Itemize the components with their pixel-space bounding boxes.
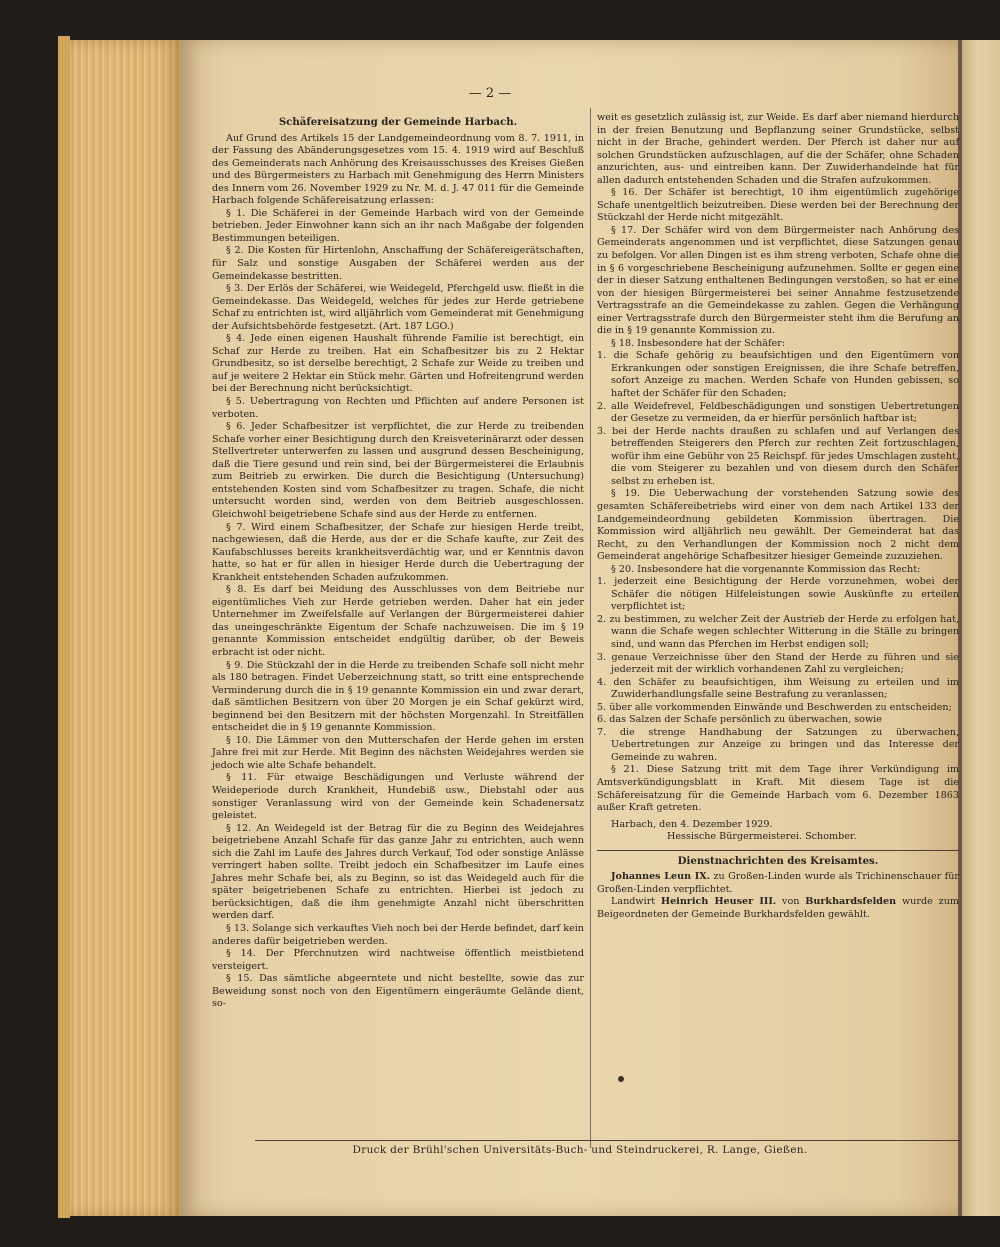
list-item-s20-5: 5. über alle vorkommenden Einwände und Beschwerden zu entscheiden; xyxy=(597,701,952,713)
paragraph-s15-continued: weit es gesetzlich zulässig ist, zur Weide. Es darf aber niemand hierdurch in der freien Benutzung und Bepflanzung seiner Grundstücke, selbst nicht in der Brache, gehindert werden. Der Pferch ist daher nur auf solchen Grundstücken aufzuschlagen, auf die der Schäfer, ohne Schaden anzurichten, aus- und eintreiben kann. Der Zuwiderhandelnde hat für allen dadurch entstehenden Schaden und die Strafen aufzukommen. xyxy=(597,112,959,186)
notice-2 xyxy=(597,896,959,921)
paragraph-s14: § 14. Der Pferchnutzen wird nachtweise öffentlich meistbietend versteigert. xyxy=(212,948,584,972)
paragraph-s19: § 19. Die Ueberwachung der vorstehenden Satzung sowie des gesamten Schäfereibetriebs wird einer von dem nach Artikel 133 der Landgemeindeordnung gebildeten Kommission übertragen. Die Kommission wird alljährlich neu gewählt. Der Gemeinderat hat das Recht, zu den Verhandlungen der Kommission noch 2 nicht dem Gemeinderat angehörige Schafbesitzer hiesiger Gemeinde zuzuziehen. xyxy=(597,488,959,563)
paragraph-s16: § 16. Der Schäfer ist berechtigt, 10 ihm eigentümlich zugehörige Schafe unentgeltlich beizutreiben. Diese werden bei der Berechnung der Stückzahl der Herde nicht mitgezählt. xyxy=(597,187,959,224)
paragraph-s9: § 9. Die Stückzahl der in die Herde zu treibenden Schafe soll nicht mehr als 180 betragen. Findet Ueberzeichnung statt, so tritt eine entsprechende Verminderung durch die in § 19 genannte Kommission ein und zwar derart, daß sämtlichen Besitzern von über 20 Morgen je ein Schaf gekürzt wird, beginnend bei den Besitzern mit der höchsten Morgenzahl. In Streitfällen entscheidet die in § 19 genannte Kommission. xyxy=(212,659,584,734)
page-stack-edge xyxy=(70,40,180,1216)
notice-2-prefix: Landwirt xyxy=(611,896,656,908)
paragraph-s13: § 13. Solange sich verkauftes Vieh noch bei der Herde befindet, darf kein anderes dafür beigetrieben werden. xyxy=(212,923,584,947)
paragraph-s3: § 3. Der Erlös der Schäferei, wie Weidegeld, Pferchgeld usw. fließt in die Gemeindekasse. Das Weidegeld, welches für jedes zur Herde getriebene Schaf zu entrichten ist, wird alljährlich vom Gemeinderat mit Genehmigung der Aufsichtsbehörde festgesetzt. (Art. 187 LGO.) xyxy=(212,283,584,332)
list-item-s18-1: 1. die Schafe gehörig zu beaufsichtigen und den Eigentümern von Erkrankungen oder sonstigen Ereignissen, die ihre Schafe betreffen, sofort Anzeige zu machen. Werden Schafe von Hunden gebissen, so haftet der Schäfer für den Schaden; xyxy=(597,350,959,400)
paragraph-s10: § 10. Die Lämmer von den Mutterschafen der Herde gehen im ersten Jahre frei mit zur Herde. Mit Beginn des nächsten Weidejahres werden sie jedoch wie alte Schafe behandelt. xyxy=(212,734,584,771)
list-item-s20-6: 6. das Salzen der Schafe persönlich zu überwachen, sowie xyxy=(597,714,882,726)
notice-2-mid: von xyxy=(782,896,800,908)
paragraph-s6: § 6. Jeder Schafbesitzer ist verpflichtet, die zur Herde zu treibenden Schafe vorher einer Besichtigung durch den Kreisveterinärarzt oder dessen Stellvertreter unterwerfen zu lassen und ausgrund dessen Bescheinigung, daß die Tiere gesund und rein sind, bei der Bürgermeisterei die Erlaubnis zum Beitrieb zu erwirken. Die durch die Besichtigung (Untersuchung) entstehenden Kosten sind vom Schafbesitzer zu tragen. Schafe, die nicht untersucht worden sind, werden von dem Beitrieb ausgeschlossen. Gleichwohl beigetriebene Schafe sind aus der Herde zu entfernen. xyxy=(212,421,584,520)
paragraph-s7: § 7. Wird einem Schafbesitzer, der Schafe zur hiesigen Herde treibt, nachgewiesen, daß die Herde, aus der er die Schafe kaufte, zur Zeit des Kaufabschlusses bereits krankheitsverdächtig war, und er Kenntnis davon hatte, so hat er für allen in hiesiger Herde durch die Uebertragung der Krankheit entstehenden Schaden aufzukommen. xyxy=(212,521,584,583)
column-divider xyxy=(590,108,591,1148)
paragraph-s21: § 21. Diese Satzung tritt mit dem Tage ihrer Verkündigung im Amtsverkündigungsblatt in Kraft. Mit diesem Tage ist die Schäfereisatzung für die Gemeinde Harbach vom 6. Dezember 1863 außer Kraft getreten. xyxy=(597,764,959,814)
adjacent-page-edge xyxy=(962,40,1000,1216)
paragraph-s12: § 12. An Weidegeld ist der Betrag für die zu Beginn des Weidejahres beigetriebene Anzahl Schafe für das ganze Jahr zu entrichten, auch wenn sich die Zahl im Laufe des Jahres durch Verkauf, Tod oder sonstige Anlässe verringert haben sollte. Treibt jedoch ein Schafbesitzer im Laufe eines Jahres mehr Schafe bei, als zu Beginn, so ist das Weidegeld auch für die später beigetriebenen Schafe zu entrichten. Hierbei ist jedoch zu berücksichtigen, daß die ihm genehmigte Anzahl nicht überschritten werden darf. xyxy=(212,822,584,922)
place-date: Harbach, den 4. Dezember 1929. xyxy=(611,818,773,830)
list-item-s20-7: 7. die strenge Handhabung der Satzungen zu überwachen, Uebertretungen zur Anzeige zu bringen und das Interesse der Gemeinde zu wahren. xyxy=(597,726,959,763)
section-rule xyxy=(597,850,959,851)
list-item-s20-1: 1. jederzeit eine Besichtigung der Herde vorzunehmen, wobei der Schäfer die nötigen Hilfeleistungen sowie Auskünfte zu erteilen verpflichtet ist; xyxy=(597,576,959,613)
paragraph-s5: § 5. Uebertragung von Rechten und Pflichten auf andere Personen ist verboten. xyxy=(212,396,584,420)
page-number: — 2 — xyxy=(468,86,512,101)
notice-1-name: Johannes Leun IX. xyxy=(611,871,711,883)
notice-2-name: Heinrich Heuser III. xyxy=(661,896,777,908)
footer-rule xyxy=(255,1140,960,1141)
list-item-s18-3: 3. bei der Herde nachts draußen zu schlafen und auf Verlangen des betreffenden Steigerers den Pferch zur rechten Zeit fortzuschlagen, wofür ihm eine Gebühr von 25 Reichspf. für jedes Umschlagen zusteht, die vom Steigerer zu bezahlen und von diesem durch den Schäfer selbst zu erheben ist. xyxy=(597,425,959,487)
paragraph-s4: § 4. Jede einen eigenen Haushalt führende Familie ist berechtigt, ein Schaf zur Herde zu treiben. Hat ein Schafbesitzer bis zu 2 Hektar Grundbesitz, so ist derselbe berechtigt, 2 Schafe zur Weide zu treiben und auf je weitere 2 Hektar ein Stück mehr. Gärten und Hofreitengrund werden bei der Berechnung nicht berücksichtigt. xyxy=(212,333,584,395)
paragraph-s1: § 1. Die Schäferei in der Gemeinde Harbach wird von der Gemeinde betrieben. Jeder Einwohner kann sich an ihr nach Maßgabe der folgenden Bestimmungen beteiligen. xyxy=(212,207,584,244)
list-item-s20-4: 4. den Schäfer zu beaufsichtigen, ihm Weisung zu erteilen und im Zuwiderhandlungsfalle seine Bestrafung zu veranlassen; xyxy=(597,676,959,701)
paragraph-s17: § 17. Der Schäfer wird von dem Bürgermeister nach Anhörung des Gemeinderats angenommen und ist verpflichtet, diese Satzungen genau zu befolgen. Vor allen Dingen ist es ihm streng verboten, Schafe ohne die in § 6 vorgeschriebene Bescheinigung aufzunehmen. Sollte er gegen eine der in dieser Satzung enthaltenen Bedingungen verstoßen, so hat er eine von der hiesigen Bürgermeisterei bei seiner Annahme festzusetzende Vertragsstrafe an die Gemeindekasse zu zahlen. Gegen die Verhängung einer Vertragsstrafe durch den Bürgermeister steht ihm die Berufung an die in § 19 genannte Kommission zu. xyxy=(597,224,959,337)
notice-1 xyxy=(597,871,959,896)
paragraph-s15: § 15. Das sämtliche abgeerntete und nicht bestellte, sowie das zur Beweidung sonst noch von den Eigentümern eingeräumte Gelände dient, so- xyxy=(212,973,584,1010)
paragraph-s8: § 8. Es darf bei Meidung des Ausschlusses von dem Beitriebe nur eigentümliches Vieh zur Herde getrieben werden. Daher hat ein jeder Unternehmer im Zweifelsfalle auf Verlangen der Bürgermeisterei dahier das uneingeschränkte Eigentum der Schafe nachzuweisen. Die im § 19 genannte Kommission entscheidet endgültig darüber, ob der Beweis erbracht ist oder nicht. xyxy=(212,584,584,658)
statute-title: Schäfereisatzung der Gemeinde Harbach. xyxy=(278,116,518,128)
list-item-s20-3: 3. genaue Verzeichnisse über den Stand der Herde zu führen und sie jederzeit mit der wirklich vorhandenen Zahl zu vergleichen; xyxy=(597,651,959,676)
notices-title: Dienstnachrichten des Kreisamtes. xyxy=(677,854,879,867)
book-spine-edge xyxy=(58,36,70,1218)
printer-imprint: Druck der Brühl'schen Universitäts-Buch- und Steindruckerei, R. Lange, Gießen. xyxy=(352,1144,808,1156)
paragraph-s20: § 20. Insbesondere hat die vorgenannte Kommission das Recht: xyxy=(611,563,921,575)
notice-2-place: Burkhardsfelden xyxy=(805,896,897,908)
right-column xyxy=(597,112,959,921)
notice-2-text: wurde zum Beigeordneten der Gemeinde Burkhardsfelden gewählt. xyxy=(597,896,959,920)
paragraph-s18: § 18. Insbesondere hat der Schäfer: xyxy=(611,337,786,349)
list-item-s18-2: 2. alle Weidefrevel, Feldbeschädigungen und sonstigen Uebertretungen der Gesetze zu vermeiden, da er hierfür persönlich haftbar ist; xyxy=(597,400,959,425)
paragraph-s11: § 11. Für etwaige Beschädigungen und Verluste während der Weideperiode durch Krankheit, Hundebiß usw., Diebstahl oder aus sonstiger Veranlassung wird von der Gemeinde kein Schadenersatz geleistet. xyxy=(212,772,584,822)
left-column xyxy=(212,112,584,1011)
ink-dot xyxy=(618,1076,624,1082)
paragraph-s2: § 2. Die Kosten für Hirtenlohn, Anschaffung der Schäfereigerätschaften, für Salz und sonstige Ausgaben der Schäferei werden aus der Gemeindekasse bestritten. xyxy=(212,245,584,282)
issuing-authority: Hessische Bürgermeisterei. Schomber. xyxy=(667,831,857,843)
notice-1-text: zu Großen-Linden wurde als Trichinenschauer für Großen-Linden verpflichtet. xyxy=(597,871,959,895)
paragraph-preamble: Auf Grund des Artikels 15 der Landgemeindeordnung vom 8. 7. 1911, in der Fassung des Abänderungsgesetzes vom 15. 4. 1919 wird auf Beschluß des Gemeinderats nach Anhörung des Kreisausschusses des Kreises Gießen und des Bürgermeisters zu Harbach mit Genehmigung des Herrn Ministers des Innern vom 26. November 1929 zu Nr. M. d. J. 47 011 für die Gemeinde Harbach folgende Schäfereisatzung erlassen: xyxy=(212,132,584,207)
list-item-s20-2: 2. zu bestimmen, zu welcher Zeit der Austrieb der Herde zu erfolgen hat, wann die Schafe wegen schlechter Witterung in die Ställe zu bringen sind, und wann das Pferchen im Herbst endigen soll; xyxy=(597,613,959,650)
